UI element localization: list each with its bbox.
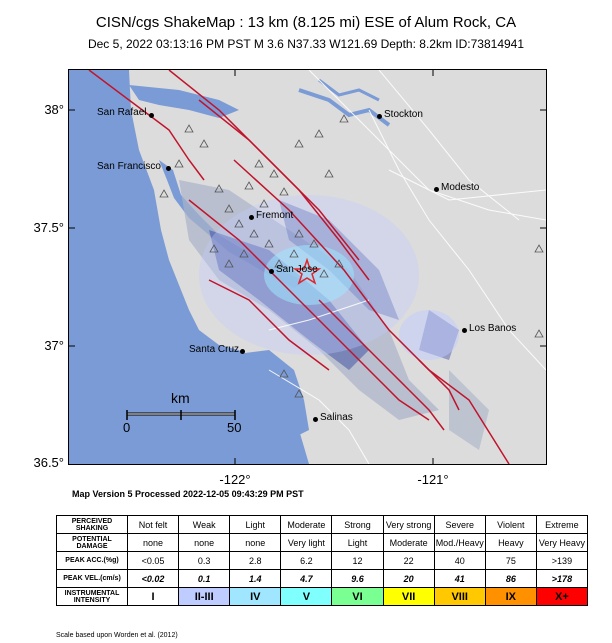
legend-cell: 12 [332, 552, 383, 570]
legend-cell: Light [332, 534, 383, 552]
legend-cell: IX [485, 588, 536, 606]
legend-cell: Extreme [536, 516, 587, 534]
legend-row-header: PERCEIVED SHAKING [57, 516, 128, 534]
legend-cell: Heavy [485, 534, 536, 552]
legend-row-damage [57, 534, 588, 552]
lat-tick-label: 37.5° [33, 220, 64, 235]
legend-cell: none [230, 534, 281, 552]
legend-row-mmi [57, 588, 588, 606]
city-marker [313, 417, 318, 422]
legend-cell: 4.7 [281, 570, 332, 588]
legend-cell: none [128, 534, 179, 552]
lat-tick-label: 38° [44, 102, 64, 117]
place-san-rafael: San Rafael [97, 107, 147, 118]
city-marker [149, 113, 154, 118]
place-salinas: Salinas [320, 412, 353, 423]
legend-row-header: POTENTIAL DAMAGE [57, 534, 128, 552]
legend-row-vel [57, 570, 588, 588]
legend-cell: <0.02 [128, 570, 179, 588]
legend-cell: >178 [536, 570, 587, 588]
scale-bar-unit: km [171, 390, 190, 406]
legend-cell: 0.1 [179, 570, 230, 588]
place-los-banos: Los Banos [469, 323, 517, 334]
event-info: Dec 5, 2022 03:13:16 PM PST M 3.6 N37.33 W121.69 Depth: 8.2km ID:73814941 [87, 37, 525, 51]
legend-row-header: PEAK VEL.(cm/s) [57, 570, 128, 588]
legend-cell: X+ [536, 588, 587, 606]
legend-cell: >139 [536, 552, 587, 570]
legend-row-acc [57, 552, 588, 570]
place-san-jose: San Jose [276, 264, 318, 275]
legend-cell: I [128, 588, 179, 606]
legend-cell: Very light [281, 534, 332, 552]
legend-row-header: INSTRUMENTAL INTENSITY [57, 588, 128, 606]
city-marker [269, 269, 274, 274]
place-fremont: Fremont [256, 210, 294, 221]
city-marker [434, 187, 439, 192]
map-version: Map Version 5 Processed 2022-12-05 09:43:29 PM PST [72, 489, 304, 499]
legend-cell: V [281, 588, 332, 606]
legend-cell: 86 [485, 570, 536, 588]
legend-cell: IV [230, 588, 281, 606]
legend-cell: 40 [434, 552, 485, 570]
map-title: CISN/cgs ShakeMap : 13 km (8.125 mi) ESE of Alum Rock, CA [95, 14, 517, 31]
legend-cell: 20 [383, 570, 434, 588]
legend-cell: Severe [434, 516, 485, 534]
city-marker [249, 215, 254, 220]
place-santa-cruz: Santa Cruz [189, 344, 240, 355]
city-marker [240, 349, 245, 354]
legend-cell: Moderate [383, 534, 434, 552]
legend-cell: Weak [179, 516, 230, 534]
place-stockton: Stockton [384, 109, 423, 120]
scale-bar-start: 0 [123, 420, 131, 435]
legend-cell: Violent [485, 516, 536, 534]
legend-cell: none [179, 534, 230, 552]
legend-cell: 22 [383, 552, 434, 570]
scale-note: Scale based upon Worden et al. (2012) [56, 632, 178, 639]
lat-tick-label: 36.5° [33, 455, 64, 470]
legend-cell: II-III [179, 588, 230, 606]
legend-cell: 6.2 [281, 552, 332, 570]
place-modesto: Modesto [441, 182, 480, 193]
legend-cell: Light [230, 516, 281, 534]
place-san-francisco: San Francisco [97, 161, 161, 172]
legend-cell: 75 [485, 552, 536, 570]
city-marker [166, 166, 171, 171]
legend-row-shaking [57, 516, 588, 534]
lon-tick-label: -122° [219, 472, 251, 487]
legend-cell: Very strong [383, 516, 434, 534]
legend-cell: VIII [434, 588, 485, 606]
legend-row-header: PEAK ACC.(%g) [57, 552, 128, 570]
legend-cell: <0.05 [128, 552, 179, 570]
legend-cell: Not felt [128, 516, 179, 534]
city-marker [462, 328, 467, 333]
legend-cell: 0.3 [179, 552, 230, 570]
scale-bar-end: 50 [227, 420, 242, 435]
legend-cell: Mod./Heavy [434, 534, 485, 552]
legend-cell: 2.8 [230, 552, 281, 570]
legend-cell: 41 [434, 570, 485, 588]
legend-cell: Moderate [281, 516, 332, 534]
intensity-legend-table [56, 515, 588, 606]
lon-tick-label: -121° [417, 472, 449, 487]
legend-cell: 9.6 [332, 570, 383, 588]
legend-cell: Strong [332, 516, 383, 534]
lat-tick-label: 37° [44, 338, 64, 353]
intensity-contour-iii [264, 245, 354, 305]
shakemap-map[interactable] [68, 69, 547, 465]
legend-cell: VI [332, 588, 383, 606]
legend-cell: VII [383, 588, 434, 606]
city-marker [377, 114, 382, 119]
legend-cell: 1.4 [230, 570, 281, 588]
legend-cell: Very Heavy [536, 534, 587, 552]
